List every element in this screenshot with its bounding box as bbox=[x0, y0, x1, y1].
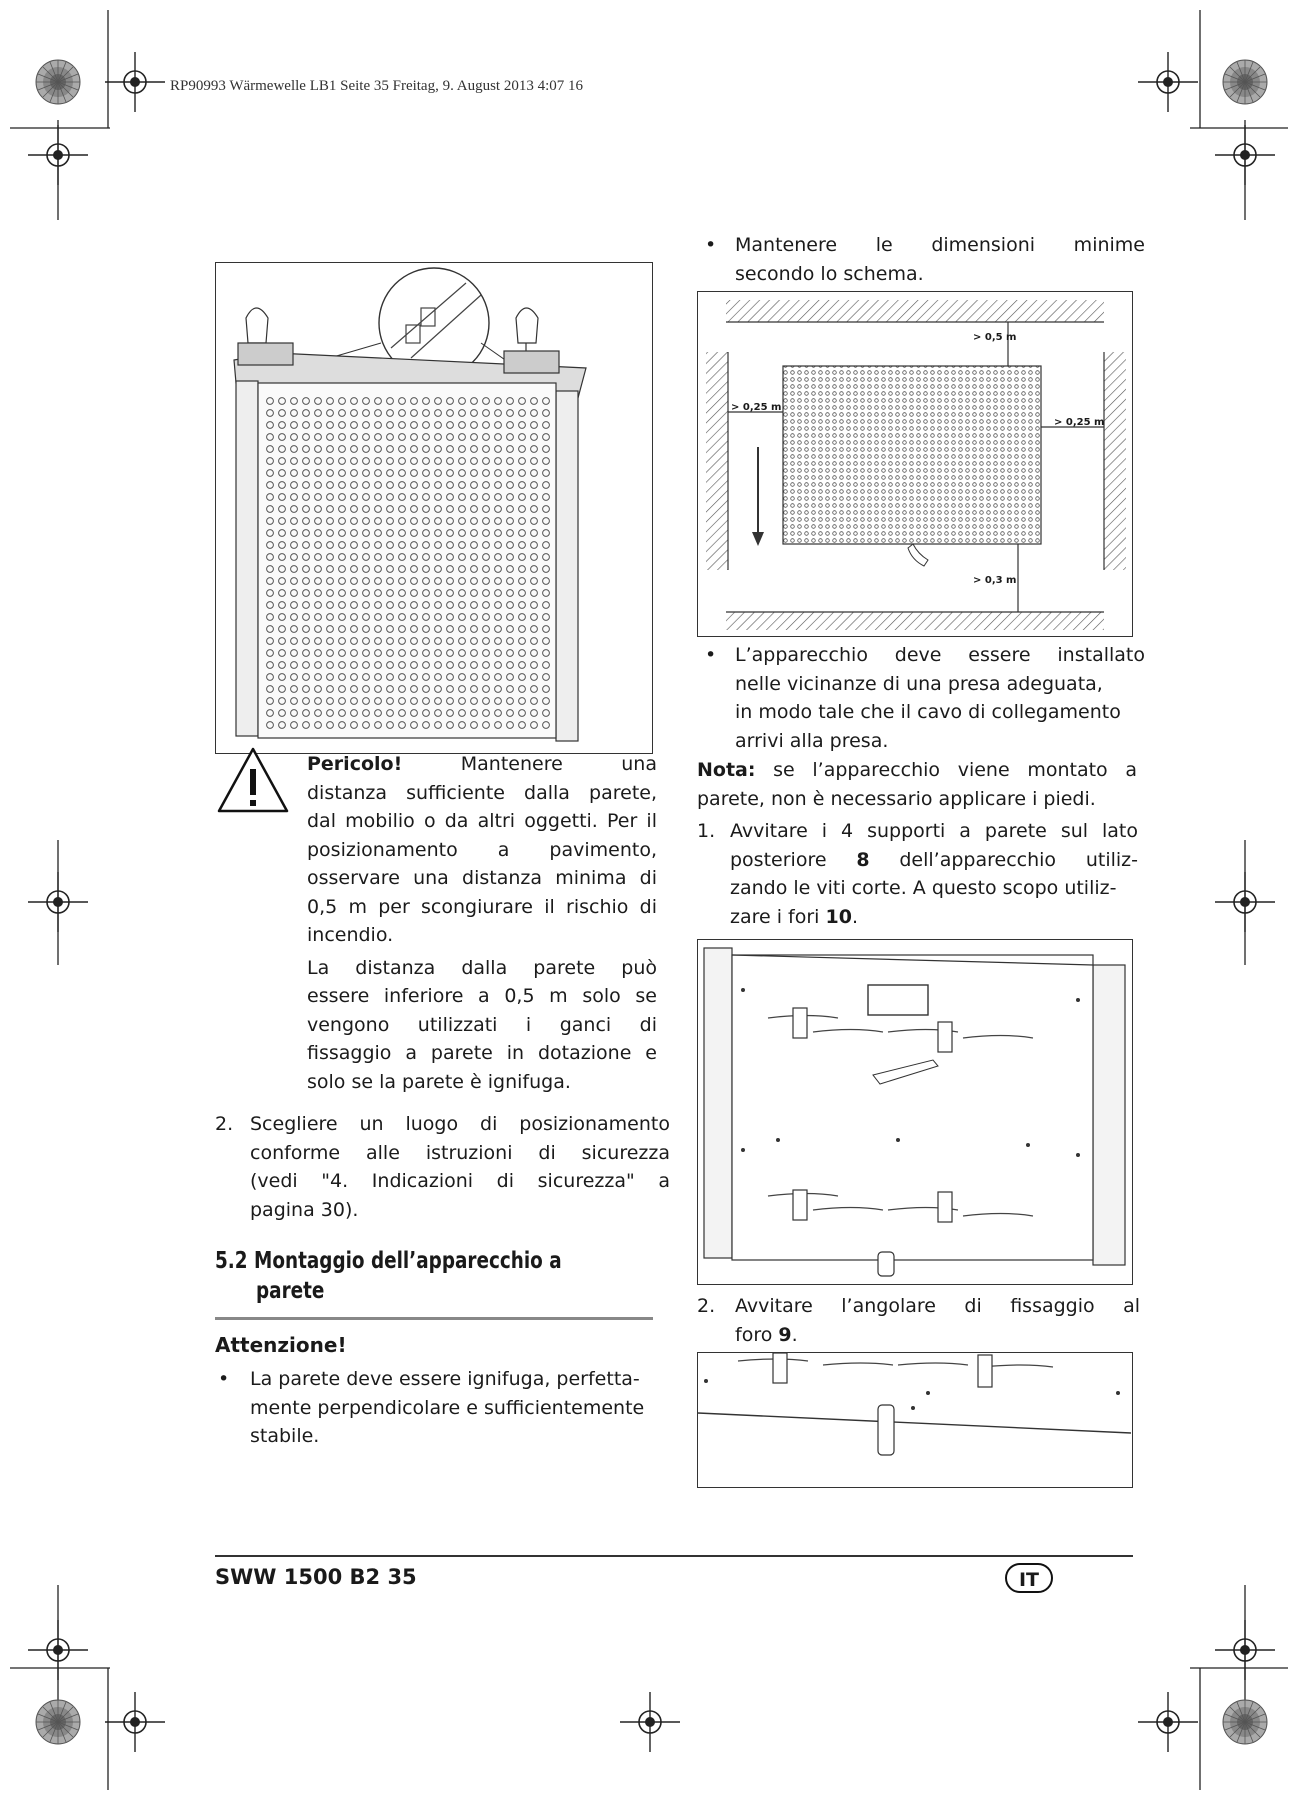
footer-model-page: SWW 1500 B2 35 bbox=[215, 1565, 417, 1589]
color-rosette-icon bbox=[36, 60, 80, 104]
figure-fixing-angle bbox=[697, 1352, 1133, 1488]
step-2-right-number: 2. bbox=[697, 1295, 716, 1317]
clearance-right-label: > 0,25 m bbox=[1054, 417, 1105, 428]
bullet-2-text: L’apparecchio deve essere installato nelle vicinanze di una presa adeguata, in modo tale che il cavo di collegamento arrivi alla presa. bbox=[735, 644, 1145, 752]
bullet-icon: • bbox=[705, 234, 717, 256]
language-badge: IT bbox=[1005, 1563, 1053, 1593]
figure-heater-wall-mount bbox=[215, 262, 653, 754]
bullet-icon: • bbox=[218, 1368, 230, 1390]
clearance-left-label: > 0,25 m bbox=[731, 402, 782, 413]
section-heading-line-2: parete bbox=[256, 1278, 325, 1304]
print-file-info: RP90993 Wärmewelle LB1 Seite 35 Freitag, 9. August 2013 4:07 16 bbox=[170, 78, 584, 94]
registration-mark-icon bbox=[1138, 52, 1198, 112]
note-text: Nota: se l’apparecchio viene montato a parete, non è necessario applicare i piedi. bbox=[697, 759, 1137, 810]
step-2-right-text: Avvitare l’angolare di fissaggio al foro 9. bbox=[735, 1295, 1140, 1346]
clearance-top-label: > 0,5 m bbox=[973, 332, 1017, 343]
clearance-bottom-label: > 0,3 m bbox=[973, 575, 1017, 586]
registration-mark-icon bbox=[105, 1692, 165, 1752]
registration-mark-icon bbox=[105, 52, 165, 112]
warning-text: Pericolo! Mantenere una distanza sufficiente dalla parete, dal mobilio o da altri oggetti. Per il posizionamento a pavimento, osservare una distanza minima di 0,5 m per scongiurare il rischio di incendio. La distanza dalla parete può essere inferiore a 0,5 m solo se vengono utilizzati i ganci di fissaggio a parete in dotazione e solo se la parete è ignifuga. bbox=[307, 750, 657, 1096]
registration-mark-icon bbox=[1138, 1692, 1198, 1752]
bullet-1-text: Mantenere le dimensioni minime bbox=[735, 234, 1145, 256]
section-rule bbox=[215, 1317, 653, 1320]
step-2-text: Scegliere un luogo di posizionamento conforme alle istruzioni di sicurezza (vedi "4. Indicazioni di sicurezza" a pagina 30). bbox=[250, 1113, 670, 1221]
attention-text: La parete deve essere ignifuga, perfetta- mente perpendicolare e sufficientemente stabile. bbox=[250, 1368, 645, 1447]
warning-title: Pericolo! bbox=[307, 753, 403, 775]
step-1-number: 1. bbox=[697, 820, 716, 842]
color-rosette-icon bbox=[1223, 1700, 1267, 1744]
figure-back-panel-brackets bbox=[697, 939, 1133, 1285]
warning-triangle-icon bbox=[215, 745, 291, 821]
step-1-text: Avvitare i 4 supporti a parete sul lato posteriore 8 dell’apparecchio utiliz- zando le viti corte. A questo scopo utiliz- zare i fori 10. bbox=[730, 820, 1138, 928]
step-2-number: 2. bbox=[215, 1113, 234, 1135]
color-rosette-icon bbox=[1223, 60, 1267, 104]
note-label: Nota: bbox=[697, 759, 756, 781]
section-heading: 5.2 Montaggio dell’apparecchio a bbox=[215, 1248, 562, 1274]
attention-title: Attenzione! bbox=[215, 1333, 347, 1357]
figure-clearance-diagram bbox=[697, 291, 1133, 637]
warning-line-1: Pericolo! Mantenere una bbox=[307, 753, 657, 775]
registration-mark-icon bbox=[620, 1692, 680, 1752]
bullet-1-line-2: secondo lo schema. bbox=[735, 263, 924, 285]
footer-rule bbox=[215, 1555, 1133, 1557]
color-rosette-icon bbox=[36, 1700, 80, 1744]
bullet-icon: • bbox=[705, 644, 717, 666]
